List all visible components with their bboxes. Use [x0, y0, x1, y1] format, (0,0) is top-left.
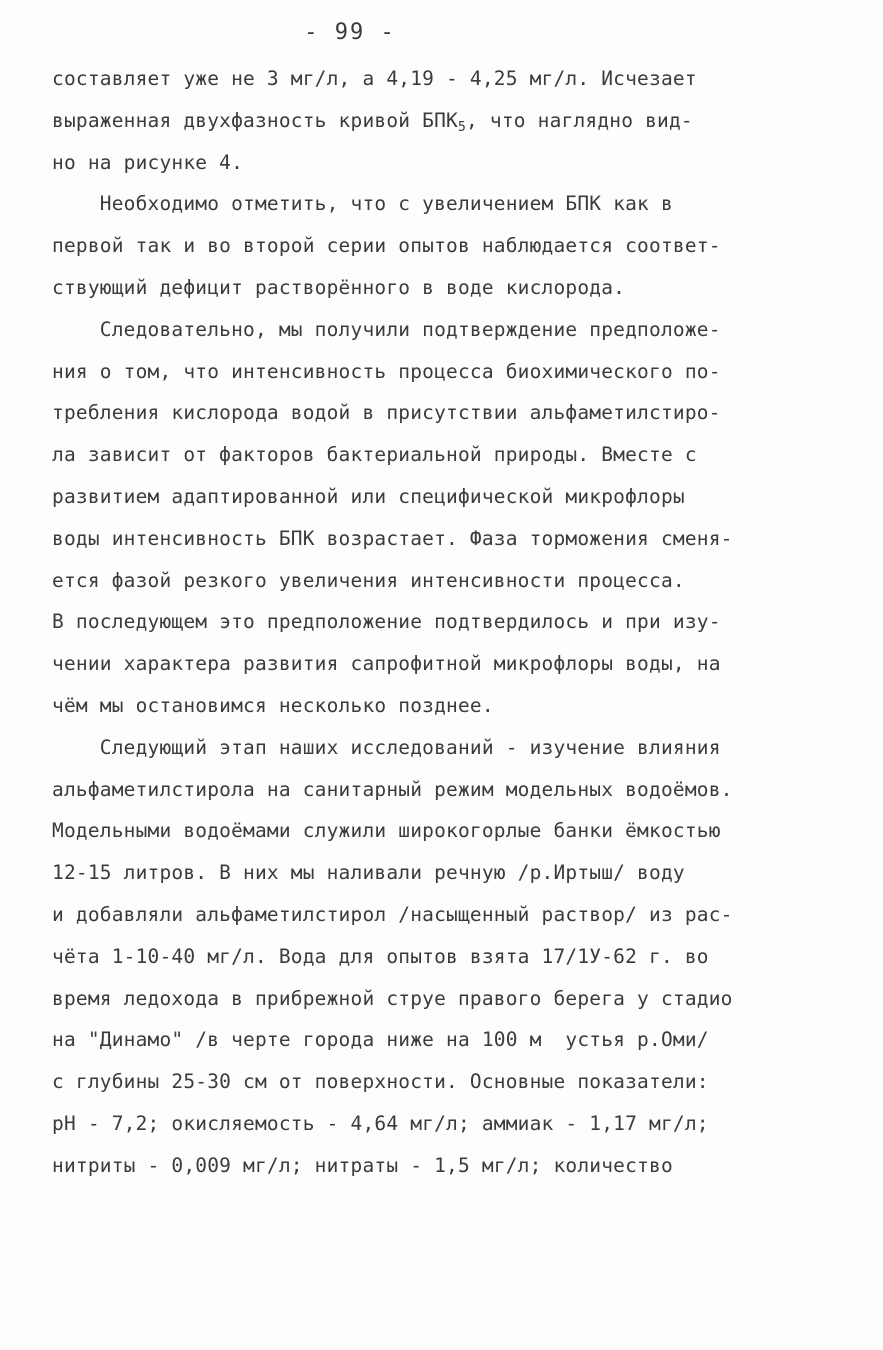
text-line: но на рисунке 4.: [52, 150, 244, 174]
text-line: [52, 100, 852, 142]
text-line: Следующий этап наших исследований - изучение влияния: [52, 735, 721, 759]
text-line: В последующем это предположение подтвердилось и при изу-: [52, 610, 721, 634]
text-line: нитриты - 0,009 мг/л; нитраты - 1,5 мг/л; количество: [52, 1153, 673, 1177]
text-line: время ледохода в прибрежной струе правого берега у стадио: [52, 986, 733, 1010]
text-line: чении характера развития сапрофитной микрофлоры воды, на: [52, 652, 721, 676]
text-line: первой так и во второй серии опытов наблюдается соответ-: [52, 234, 721, 258]
text-line: развитием адаптированной или специфической микрофлоры: [52, 484, 685, 508]
text-line: составляет уже не 3 мг/л, а 4,19 - 4,25 мг/л. Исчезает: [52, 67, 697, 90]
text-line-part: , что наглядно вид-: [466, 108, 693, 132]
text-line: ла зависит от факторов бактериальной природы. Вместе с: [52, 443, 697, 467]
text-line: альфаметилстирола на санитарный режим модельных водоёмов.: [52, 777, 733, 801]
text-line: рН - 7,2; окисляемость - 4,64 мг/л; аммиак - 1,17 мг/л;: [52, 1111, 709, 1135]
text-line: воды интенсивность БПК возрастает. Фаза торможения сменя-: [52, 526, 733, 550]
text-line: Следовательно, мы получили подтверждение предположе-: [52, 317, 721, 341]
text-line: и добавляли альфаметилстирол /насыщенный раствор/ из рас-: [52, 902, 733, 926]
text-line: ния о том, что интенсивность процесса биохимического по-: [52, 359, 721, 383]
text-line: чёта 1-10-40 мг/л. Вода для опытов взята 17/1У-62 г. во: [52, 944, 709, 968]
text-line: Модельными водоёмами служили широкогорлые банки ёмкостью: [52, 819, 721, 843]
text-line: чём мы остановимся несколько позднее.: [52, 693, 494, 717]
text-line: Необходимо отметить, что с увеличением БПК как в: [52, 192, 673, 216]
subscript: 5: [457, 119, 466, 135]
text-line: с глубины 25-30 см от поверхности. Основные показатели:: [52, 1070, 709, 1094]
text-line: на "Динамо" /в черте города ниже на 100 м устья р.Оми/: [52, 1028, 709, 1052]
text-line: ствующий дефицит растворённого в воде кислорода.: [52, 275, 626, 299]
page-number: - 99 -: [304, 20, 396, 45]
text-line: требления кислорода водой в присутствии альфаметилстиро-: [52, 401, 721, 425]
text-line: ется фазой резкого увеличения интенсивности процесса.: [52, 568, 685, 592]
text-line: 12-15 литров. В них мы наливали речную /р.Иртыш/ воду: [52, 861, 685, 885]
body-text: [52, 58, 852, 1187]
text-line-part: выраженная двухфазность кривой БПК: [52, 108, 458, 132]
